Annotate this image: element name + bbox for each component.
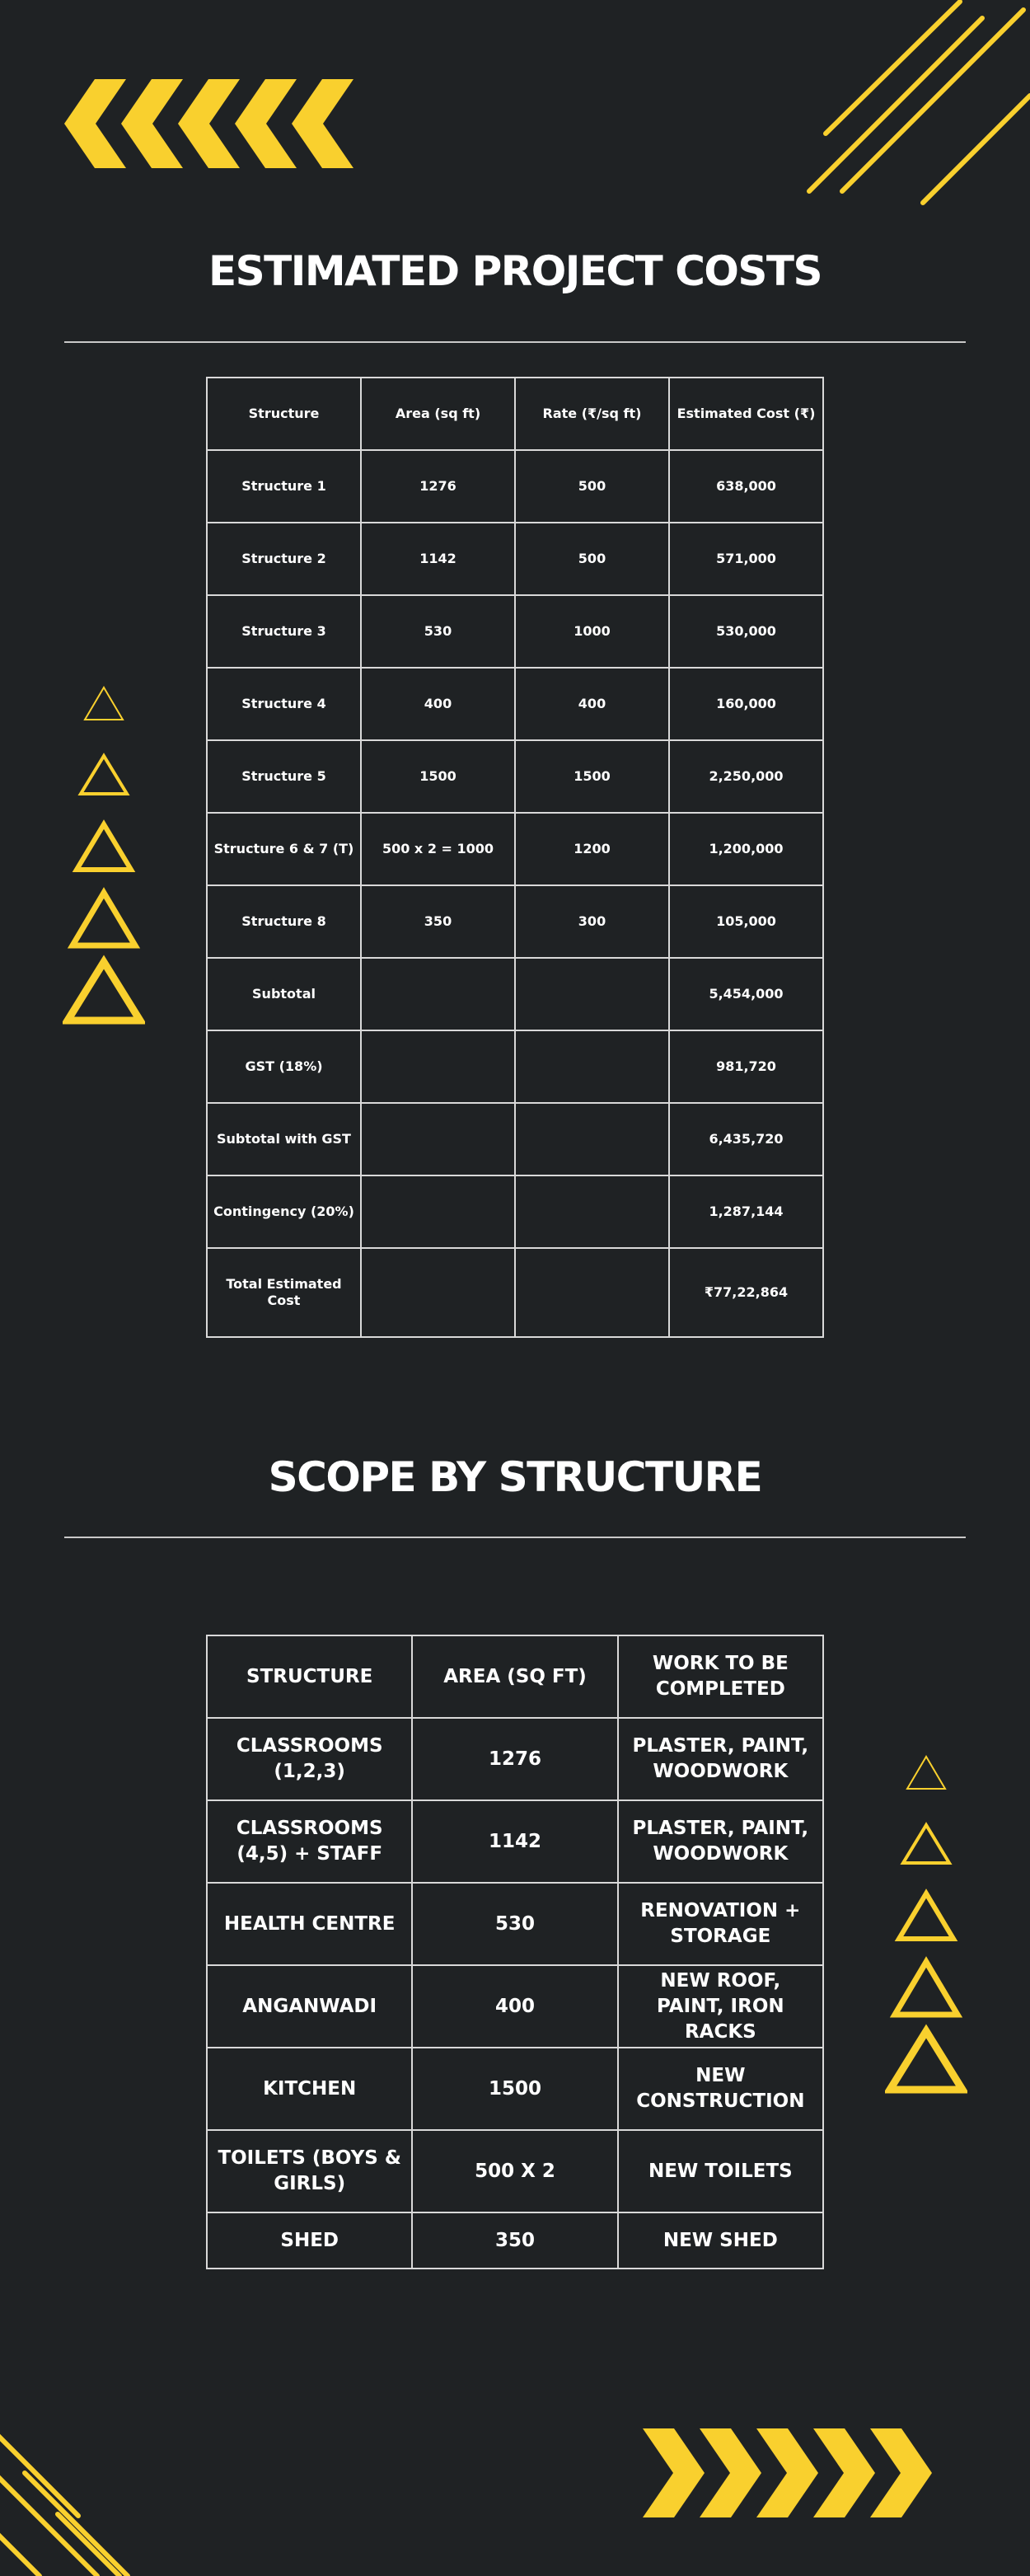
header-cell: Estimated Cost (₹) xyxy=(669,378,823,450)
table-cell: Structure 3 xyxy=(207,595,361,668)
table-cell: Structure 1 xyxy=(207,450,361,523)
cost-table xyxy=(206,377,824,1338)
table-cell: 500 xyxy=(515,523,669,595)
table-cell: 350 xyxy=(361,885,515,958)
table-cell: NEW CONSTRUCTION xyxy=(618,2048,823,2130)
table-row xyxy=(207,885,823,958)
table-cell: 400 xyxy=(361,668,515,740)
table-cell: ANGANWADI xyxy=(207,1965,412,2048)
table-cell: Structure 6 & 7 (T) xyxy=(207,813,361,885)
scope-section-title: SCOPE BY STRUCTURE xyxy=(268,1453,762,1501)
table-cell: Subtotal xyxy=(207,958,361,1030)
table-cell: 400 xyxy=(412,1965,617,2048)
table-cell xyxy=(361,1030,515,1103)
cost-section-divider xyxy=(64,341,966,343)
table-row xyxy=(207,1965,823,2048)
table-cell xyxy=(361,1248,515,1337)
table-row xyxy=(207,813,823,885)
table-cell: 6,435,720 xyxy=(669,1103,823,1175)
header-cell: Area (sq ft) xyxy=(361,378,515,450)
table-header-row xyxy=(207,378,823,450)
table-cell: Subtotal with GST xyxy=(207,1103,361,1175)
scope-section-divider xyxy=(64,1537,966,1538)
table-cell: CLASSROOMS (4,5) + STAFF xyxy=(207,1800,412,1883)
table-cell: 1142 xyxy=(361,523,515,595)
table-cell xyxy=(515,1103,669,1175)
table-row xyxy=(207,2130,823,2212)
table-cell: 571,000 xyxy=(669,523,823,595)
contingency-row xyxy=(207,1175,823,1248)
table-cell xyxy=(361,1175,515,1248)
diagonal-stripes-icon xyxy=(791,0,1030,214)
table-row xyxy=(207,523,823,595)
total-row xyxy=(207,1248,823,1337)
diagonal-stripes-icon xyxy=(0,2415,165,2576)
table-cell: 1276 xyxy=(412,1718,617,1800)
table-cell: 1000 xyxy=(515,595,669,668)
table-cell: Total Estimated Cost xyxy=(207,1248,361,1337)
table-cell: 1276 xyxy=(361,450,515,523)
subtotal-with-gst-row xyxy=(207,1103,823,1175)
table-row xyxy=(207,450,823,523)
table-row xyxy=(207,740,823,813)
subtotal-row xyxy=(207,958,823,1030)
header-cell: Rate (₹/sq ft) xyxy=(515,378,669,450)
table-cell: 1142 xyxy=(412,1800,617,1883)
warning-triangle-stack-icon xyxy=(63,680,145,1026)
table-cell xyxy=(515,1248,669,1337)
table-cell: 300 xyxy=(515,885,669,958)
table-cell: Structure 2 xyxy=(207,523,361,595)
table-cell: NEW ROOF, PAINT, IRON RACKS xyxy=(618,1965,823,2048)
header-cell: WORK TO BE COMPLETED xyxy=(618,1635,823,1718)
table-cell: 1500 xyxy=(361,740,515,813)
table-cell xyxy=(515,1030,669,1103)
table-cell: 105,000 xyxy=(669,885,823,958)
table-cell: 530 xyxy=(361,595,515,668)
table-cell: CLASSROOMS (1,2,3) xyxy=(207,1718,412,1800)
table-cell: 638,000 xyxy=(669,450,823,523)
table-cell: PLASTER, PAINT, WOODWORK xyxy=(618,1800,823,1883)
table-cell: 350 xyxy=(412,2212,617,2269)
table-cell: 981,720 xyxy=(669,1030,823,1103)
table-cell xyxy=(515,1175,669,1248)
cost-section-title: ESTIMATED PROJECT COSTS xyxy=(208,247,822,295)
table-row xyxy=(207,1718,823,1800)
gst-row xyxy=(207,1030,823,1103)
table-cell: KITCHEN xyxy=(207,2048,412,2130)
scope-table xyxy=(206,1635,824,2269)
table-row xyxy=(207,668,823,740)
table-cell: 400 xyxy=(515,668,669,740)
table-cell: TOILETS (BOYS & GIRLS) xyxy=(207,2130,412,2212)
table-cell: Structure 8 xyxy=(207,885,361,958)
table-row xyxy=(207,1800,823,1883)
table-cell: Contingency (20%) xyxy=(207,1175,361,1248)
table-cell xyxy=(361,958,515,1030)
table-cell: Structure 5 xyxy=(207,740,361,813)
table-cell: NEW SHED xyxy=(618,2212,823,2269)
table-cell: 500 X 2 xyxy=(412,2130,617,2212)
table-cell: 160,000 xyxy=(669,668,823,740)
header-cell: AREA (SQ FT) xyxy=(412,1635,617,1718)
table-cell: Structure 4 xyxy=(207,668,361,740)
table-cell: 500 xyxy=(515,450,669,523)
table-cell: GST (18%) xyxy=(207,1030,361,1103)
table-cell: 530,000 xyxy=(669,595,823,668)
table-cell: 5,454,000 xyxy=(669,958,823,1030)
table-cell: ₹77,22,864 xyxy=(669,1248,823,1337)
table-cell: HEALTH CENTRE xyxy=(207,1883,412,1965)
table-cell: 500 x 2 = 1000 xyxy=(361,813,515,885)
table-cell: SHED xyxy=(207,2212,412,2269)
header-cell: Structure xyxy=(207,378,361,450)
table-row xyxy=(207,2212,823,2269)
table-cell xyxy=(361,1103,515,1175)
table-header-row xyxy=(207,1635,823,1718)
table-row xyxy=(207,1883,823,1965)
table-cell: 1500 xyxy=(412,2048,617,2130)
table-cell xyxy=(515,958,669,1030)
warning-triangle-stack-icon xyxy=(885,1749,967,2095)
table-cell: RENOVATION + STORAGE xyxy=(618,1883,823,1965)
table-cell: 1,200,000 xyxy=(669,813,823,885)
table-cell: NEW TOILETS xyxy=(618,2130,823,2212)
table-row xyxy=(207,2048,823,2130)
chevron-left-row-icon xyxy=(64,79,354,168)
header-cell: STRUCTURE xyxy=(207,1635,412,1718)
chevron-right-row-icon xyxy=(643,2428,933,2517)
table-cell: 2,250,000 xyxy=(669,740,823,813)
table-cell: PLASTER, PAINT, WOODWORK xyxy=(618,1718,823,1800)
table-row xyxy=(207,595,823,668)
table-cell: 1500 xyxy=(515,740,669,813)
table-cell: 1,287,144 xyxy=(669,1175,823,1248)
table-cell: 1200 xyxy=(515,813,669,885)
table-cell: 530 xyxy=(412,1883,617,1965)
